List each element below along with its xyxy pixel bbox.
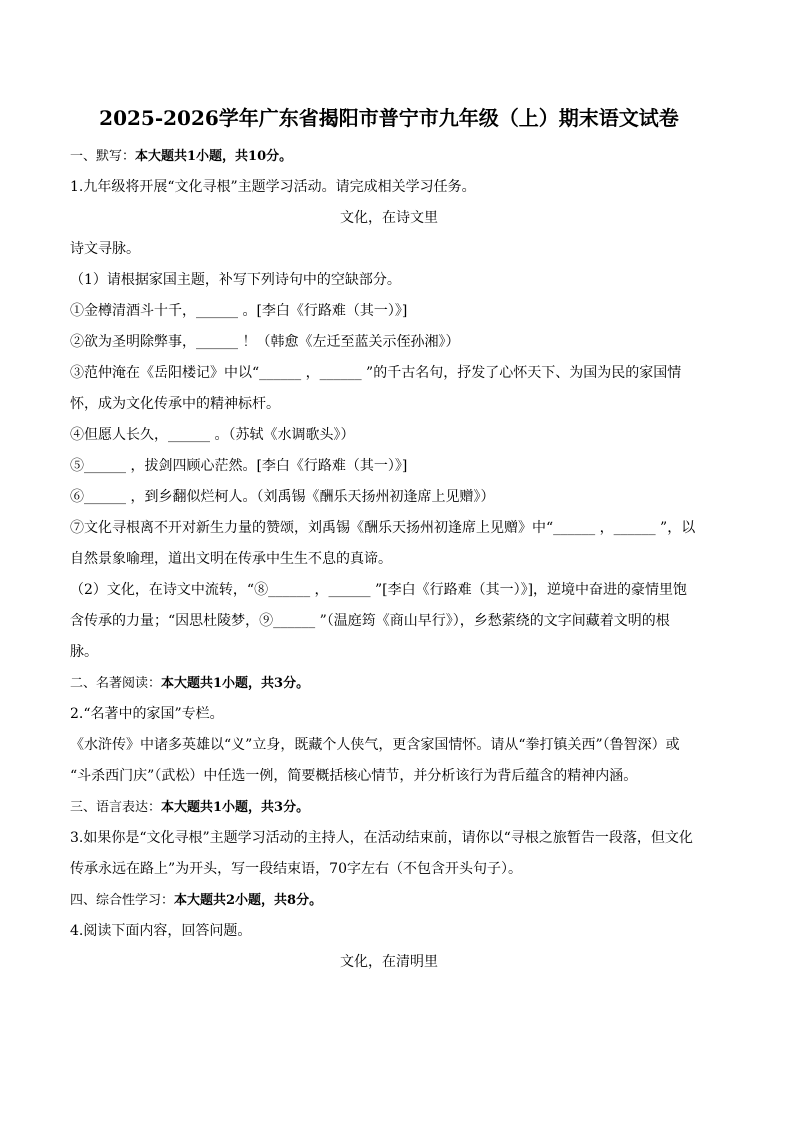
text-line: ⑤______ ，拔剑四顾心茫然。[李白《行路难（其一）》] bbox=[70, 458, 408, 474]
text-line: 传承永远在路上”为开头，写一段结束语，70字左右（不包含开头句子）。 bbox=[70, 861, 522, 877]
passage-heading: 文化，在清明里 bbox=[340, 954, 438, 970]
text-line: 怀，成为文化传承中的精神标杆。 bbox=[70, 396, 280, 412]
section-score: 本大题共1小题，共10分。 bbox=[135, 149, 293, 164]
section-name: 三、语言表达： bbox=[70, 800, 162, 815]
text-line: ②欲为圣明除弊事，______ ！（韩愈《左迁至蓝关示侄孙湘》） bbox=[70, 334, 460, 350]
text-line: ⑦文化寻根离不开对新生力量的赞颂，刘禹锡《酬乐天扬州初逢席上见赠》中“______ ，______ ”，以 bbox=[70, 520, 696, 536]
passage-heading: 文化，在诗文里 bbox=[340, 210, 438, 226]
text-line: ①金樽清酒斗十千，______ 。[李白《行路难（其一）》] bbox=[70, 303, 408, 319]
exam-title: 2025-2026学年广东省揭阳市普宁市九年级（上）期末语文试卷 bbox=[99, 106, 679, 130]
section-name: 一、默写： bbox=[70, 149, 136, 164]
text-line: ④但愿人长久，______ 。（苏轼《水调歌头》） bbox=[70, 427, 355, 443]
section-name: 二、名著阅读： bbox=[70, 676, 162, 691]
text-line: 《水浒传》中诸多英雄以“义”立身，既藏个人侠气，更含家国情怀。请从“拳打镇关西”（鲁智深）或 bbox=[70, 737, 680, 753]
text-line: 1.九年级将开展“文化寻根”主题学习活动。请完成相关学习任务。 bbox=[70, 179, 476, 195]
section-name: 四、综合性学习： bbox=[70, 893, 175, 908]
section-heading bbox=[70, 141, 708, 172]
section-score: 本大题共1小题，共3分。 bbox=[161, 800, 310, 815]
text-line: 3.如果你是“文化寻根”主题学习活动的主持人，在活动结束前，请你以“寻根之旅暂告一段落，但文化 bbox=[70, 830, 693, 846]
section-score: 本大题共2小题，共8分。 bbox=[174, 893, 323, 908]
text-line: 含传承的力量；“因思杜陵梦，⑨______ ”（温庭筠《商山早行》），乡愁萦绕的文字间藏着文明的根 bbox=[70, 613, 670, 629]
text-line: ③范仲淹在《岳阳楼记》中以“______ ，______ ”的千古名句，抒发了心怀天下、为国为民的家国情 bbox=[70, 365, 682, 381]
text-line: （2）文化，在诗文中流转，“⑧______ ，______ ”[李白《行路难（其一）》]，逆境中奋进的豪情里饱 bbox=[70, 582, 688, 598]
section-heading bbox=[70, 668, 708, 699]
text-line: 2.“名著中的家国”专栏。 bbox=[70, 706, 224, 722]
text-line: 脉。 bbox=[70, 644, 98, 660]
text-line: “斗杀西门庆”（武松）中任选一例，简要概括核心情节，并分析该行为背后蕴含的精神内涵。 bbox=[70, 768, 638, 784]
exam-content bbox=[70, 141, 708, 978]
section-heading bbox=[70, 885, 708, 916]
text-line: 4.阅读下面内容，回答问题。 bbox=[70, 923, 252, 939]
text-line: （1）请根据家国主题，补写下列诗句中的空缺部分。 bbox=[70, 272, 401, 288]
section-score: 本大题共1小题，共3分。 bbox=[161, 676, 310, 691]
text-line: ⑥______ ，到乡翻似烂柯人。（刘禹锡《酬乐天扬州初逢席上见赠》） bbox=[70, 489, 495, 505]
text-line: 自然景象喻理，道出文明在传承中生生不息的真谛。 bbox=[70, 551, 392, 567]
text-line: 诗文寻脉。 bbox=[70, 241, 140, 257]
section-heading bbox=[70, 792, 708, 823]
